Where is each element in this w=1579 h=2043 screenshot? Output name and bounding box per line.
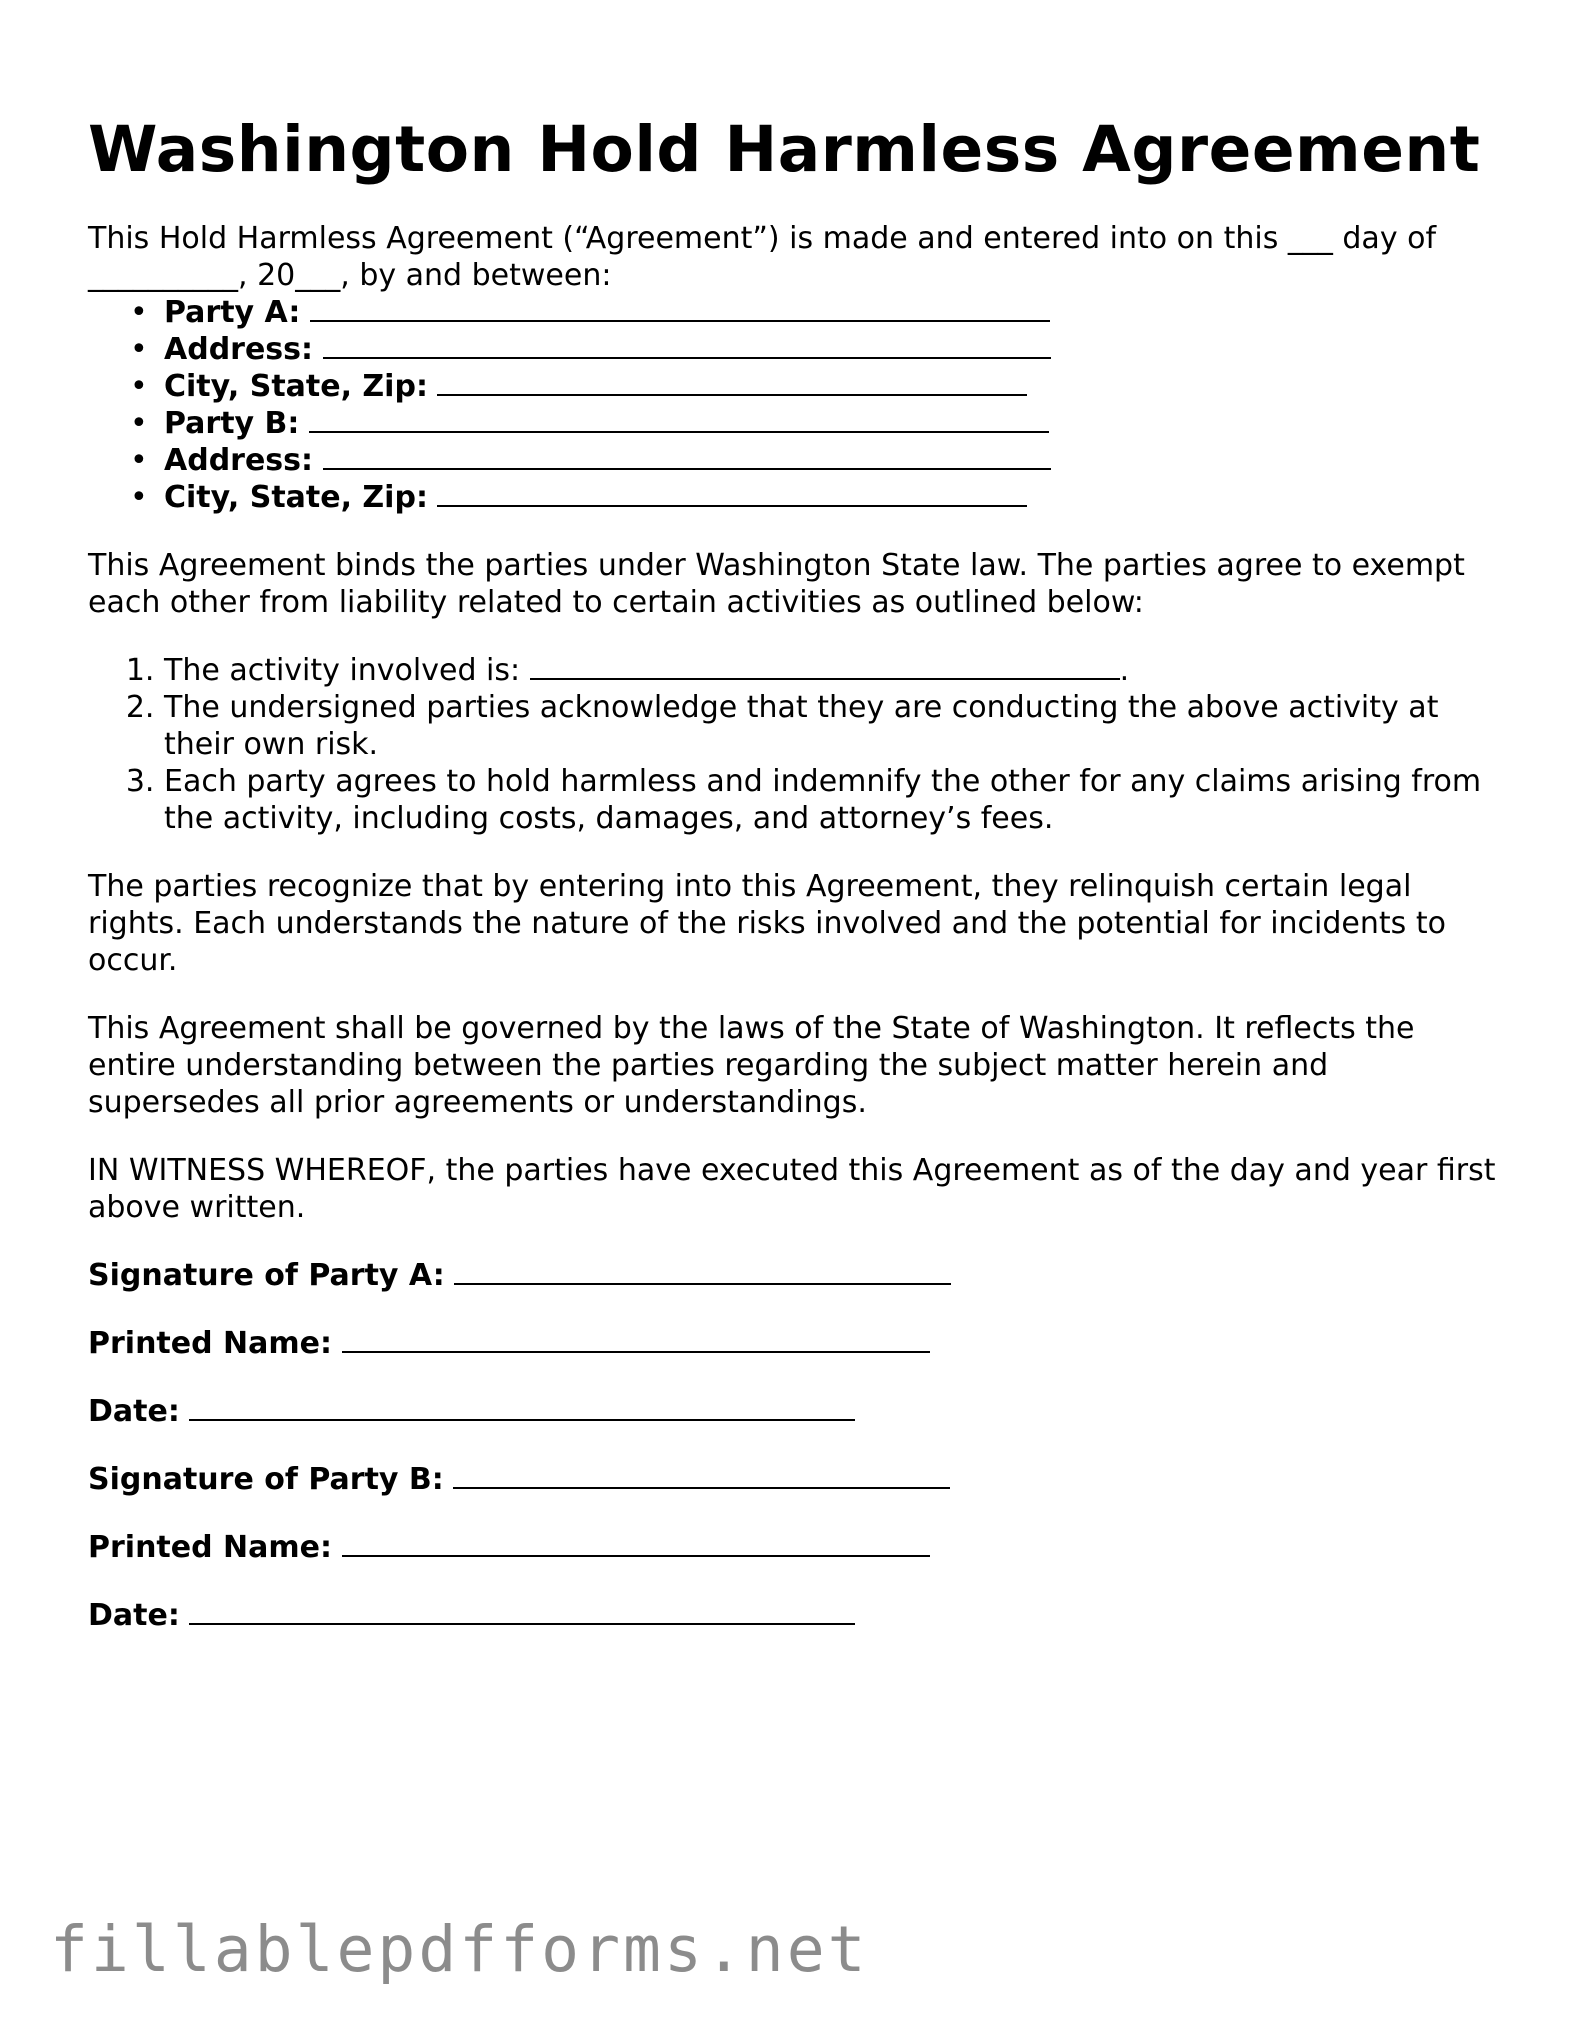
watermark-text: fillablepdfforms.net: [50, 1913, 869, 1986]
party-b-address-blank[interactable]: [323, 442, 1051, 470]
signature-b-blank[interactable]: [453, 1461, 950, 1489]
date-a-label: Date:: [88, 1394, 180, 1429]
signature-a-label: Signature of Party A:: [88, 1258, 445, 1293]
party-b-city-item: [164, 479, 1508, 516]
party-b-address-item: [164, 442, 1508, 479]
party-b-address-label: Address:: [164, 443, 314, 478]
binding-paragraph: This Agreement binds the parties under Washington State law. The parties agree to exempt each other from liability related to certain activities as outlined below:: [88, 548, 1465, 620]
date-b-blank[interactable]: [189, 1597, 855, 1625]
party-a-name-item: [164, 294, 1508, 331]
activity-item-3: 3. Each party agrees to hold harmless and indemnify the other for any claims arising from the activity, including costs, damages, and attorney’s fees.: [164, 763, 1508, 837]
party-a-address-label: Address:: [164, 332, 314, 367]
printed-name-a-label: Printed Name:: [88, 1326, 332, 1361]
party-a-name-blank[interactable]: [310, 294, 1050, 322]
party-a-city-item: [164, 368, 1508, 405]
printed-name-a-row: [88, 1325, 1508, 1362]
party-b-city-blank[interactable]: [437, 479, 1027, 507]
date-a-row: [88, 1393, 1508, 1430]
printed-name-a-blank[interactable]: [342, 1325, 930, 1353]
document-title: Washington Hold Harmless Agreement: [88, 113, 1481, 186]
activity-blank[interactable]: [530, 652, 1120, 680]
date-b-label: Date:: [88, 1598, 180, 1633]
activity-item-1: 1. The activity involved is: .: [164, 652, 1508, 689]
intro-paragraph: This Hold Harmless Agreement (“Agreement”) is made and entered into on this ___ day of __________, 20___, by and between:: [88, 221, 1437, 293]
date-a-blank[interactable]: [189, 1393, 855, 1421]
party-b-city-label: City, State, Zip:: [164, 480, 428, 515]
activity-list: [88, 652, 1508, 837]
signature-b-row: [88, 1461, 1508, 1498]
signature-b-label: Signature of Party B:: [88, 1462, 444, 1497]
party-a-list: [88, 294, 1508, 405]
party-b-name-label: Party B:: [164, 406, 300, 441]
party-a-city-label: City, State, Zip:: [164, 369, 428, 404]
rights-paragraph: The parties recognize that by entering into this Agreement, they relinquish certain legal rights. Each understands the nature of the risks involved and the potential for incidents to occur.: [88, 869, 1446, 978]
signature-a-row: [88, 1257, 1508, 1294]
printed-name-b-label: Printed Name:: [88, 1530, 332, 1565]
activity-item-2: 2. The undersigned parties acknowledge that they are conducting the above activity at their own risk.: [164, 689, 1508, 763]
party-b-name-blank[interactable]: [309, 405, 1049, 433]
party-a-address-blank[interactable]: [323, 331, 1051, 359]
printed-name-b-blank[interactable]: [342, 1529, 930, 1557]
signature-a-blank[interactable]: [454, 1257, 951, 1285]
printed-name-b-row: [88, 1529, 1508, 1566]
governing-paragraph: This Agreement shall be governed by the laws of the State of Washington. It reflects the entire understanding between the parties regarding the subject matter herein and supersedes all prior agreements or understandings.: [88, 1011, 1415, 1120]
party-a-name-label: Party A:: [164, 295, 301, 330]
witness-paragraph: IN WITNESS WHEREOF, the parties have executed this Agreement as of the day and year first above written.: [88, 1153, 1496, 1225]
party-b-list: [88, 405, 1508, 516]
date-b-row: [88, 1597, 1508, 1634]
party-a-address-item: [164, 331, 1508, 368]
party-a-city-blank[interactable]: [437, 368, 1027, 396]
party-b-name-item: [164, 405, 1508, 442]
document-page: [88, 110, 1508, 1634]
activity-item-1-text: The activity involved is:: [164, 653, 521, 688]
